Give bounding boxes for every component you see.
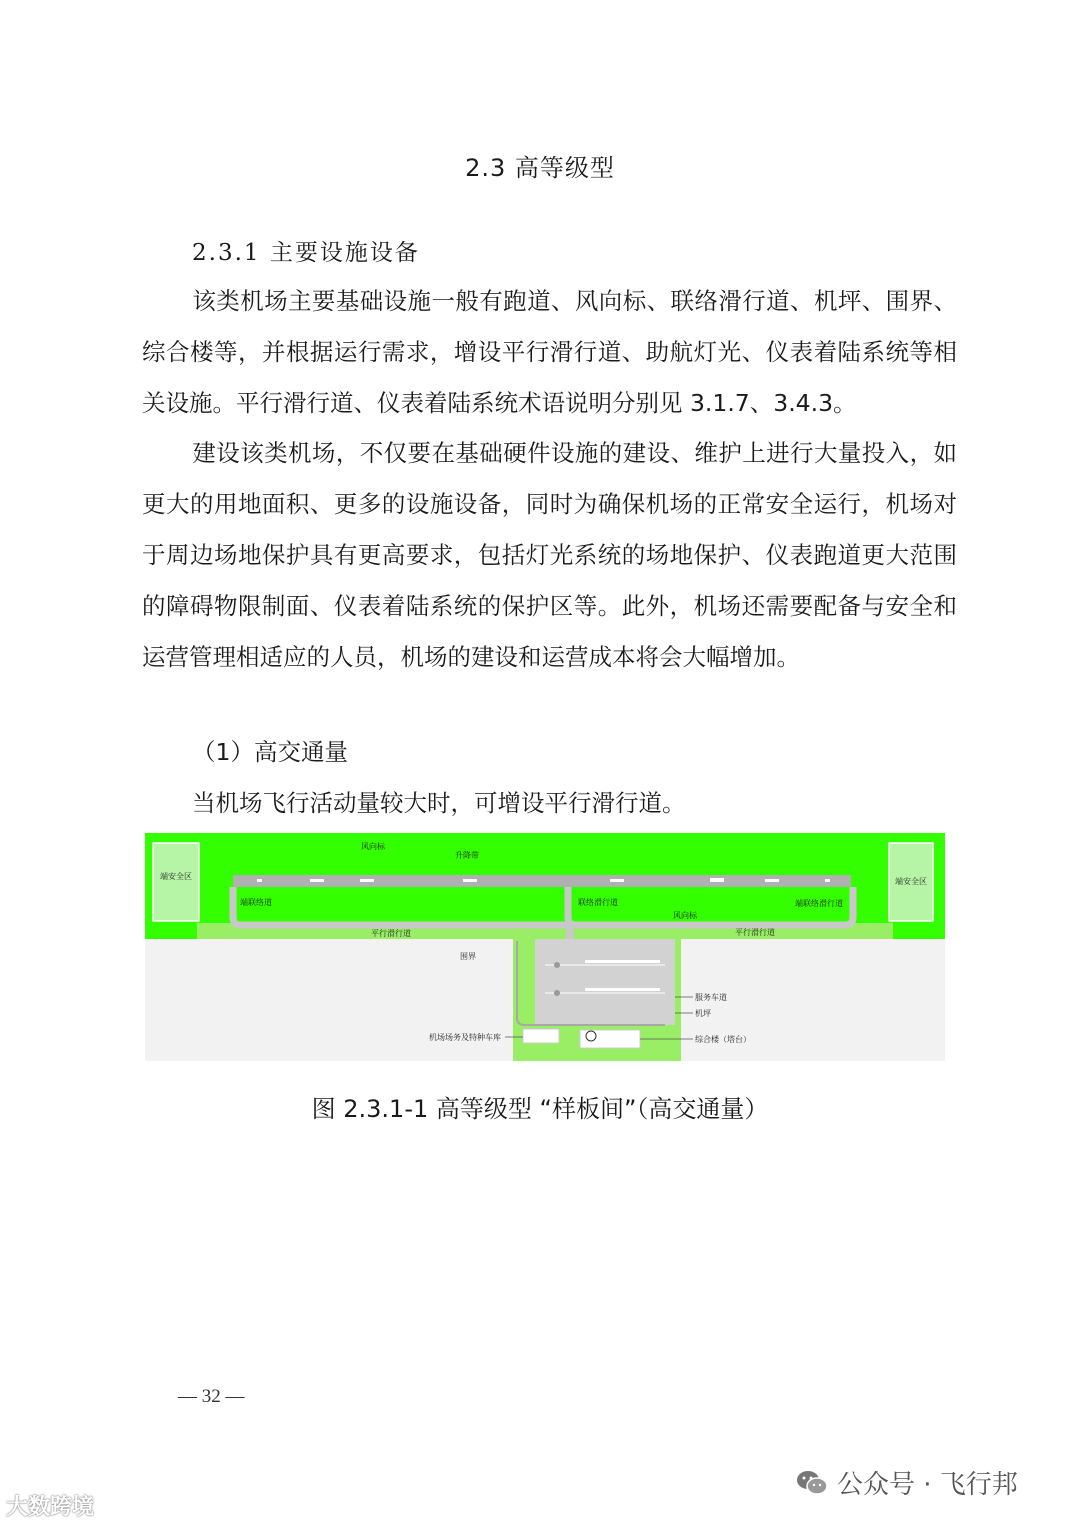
service-road-label: 服务车道 xyxy=(695,993,727,1002)
paragraph-2-text: 建设该类机场，不仅要在基础硬件设施的建设、维护上进行大量投入，如更大的用地面积、更多的设施设备，同时为确保机场的正常安全运行，机场对于周边场地保护具有更高要求，包括灯光系统的场地保护、仪表跑道更大范围的障碍物限制面、仪表着陆系统的保护区等。此外，机场还需要配备与安全和运营管理相适应的人员，机场的建设和运营成本将会大幅增加。 xyxy=(142,439,957,671)
fence-label: 围界 xyxy=(460,952,476,961)
runway xyxy=(233,875,851,887)
windsock-top-label: 风向标 xyxy=(361,842,385,851)
tower-icon xyxy=(586,1031,596,1041)
connecting-taxiway-label: 联络滑行道 xyxy=(578,898,618,907)
grass-island-left xyxy=(237,891,564,921)
runway-strip-label: 升降带 xyxy=(455,851,479,860)
terminal-label: 综合楼（塔台） xyxy=(695,1035,751,1044)
parallel-taxiway-right-label: 平行滑行道 xyxy=(735,928,775,937)
end-safety-left-label: 端安全区 xyxy=(160,872,192,881)
garage-label: 机场场务及特种车库 xyxy=(429,1033,501,1042)
watermark-left: 大数跨境 xyxy=(6,1495,95,1520)
paragraph-1 xyxy=(142,276,957,429)
end-taxiway-left-label: 端联络道 xyxy=(240,898,272,907)
wechat-icon xyxy=(795,1469,829,1497)
end-taxiway-right-label: 端联络滑行道 xyxy=(795,899,843,908)
page-number: — 32 — xyxy=(178,1386,245,1407)
paragraph-2 xyxy=(142,428,957,683)
apron-link xyxy=(566,925,574,941)
windsock-mid-label: 风向标 xyxy=(673,911,697,920)
item-text: 当机场飞行活动量较大时，可增设平行滑行道。 xyxy=(192,789,686,817)
item-heading: （1）高交通量 xyxy=(192,738,348,766)
parallel-taxiway-left-label: 平行滑行道 xyxy=(371,929,411,938)
end-safety-right-label: 端安全区 xyxy=(895,877,927,886)
watermark-right-text: 公众号 · 飞行邦 xyxy=(837,1470,1018,1500)
airport-layout-figure xyxy=(145,833,945,1061)
figure-caption: 图 2.3.1-1 高等级型 “样板间”（高交通量） xyxy=(311,1095,769,1123)
apron xyxy=(535,939,675,1025)
apron-label: 机坪 xyxy=(695,1009,711,1018)
garage-building xyxy=(523,1029,559,1043)
paragraph-1-text: 该类机场主要基础设施一般有跑道、风向标、联络滑行道、机坪、围界、综合楼等，并根据运行需求，增设平行滑行道、助航灯光、仪表着陆系统等相关设施。平行滑行道、仪表着陆系统术语说明分别见 3.1.7、3.4.3。 xyxy=(142,287,957,417)
watermark-right xyxy=(795,1464,1018,1501)
end-safety-area-left xyxy=(153,843,199,921)
section-title: 2.3 高等级型 xyxy=(465,154,615,182)
subsection-title: 2.3.1 主要设施设备 xyxy=(192,240,420,266)
